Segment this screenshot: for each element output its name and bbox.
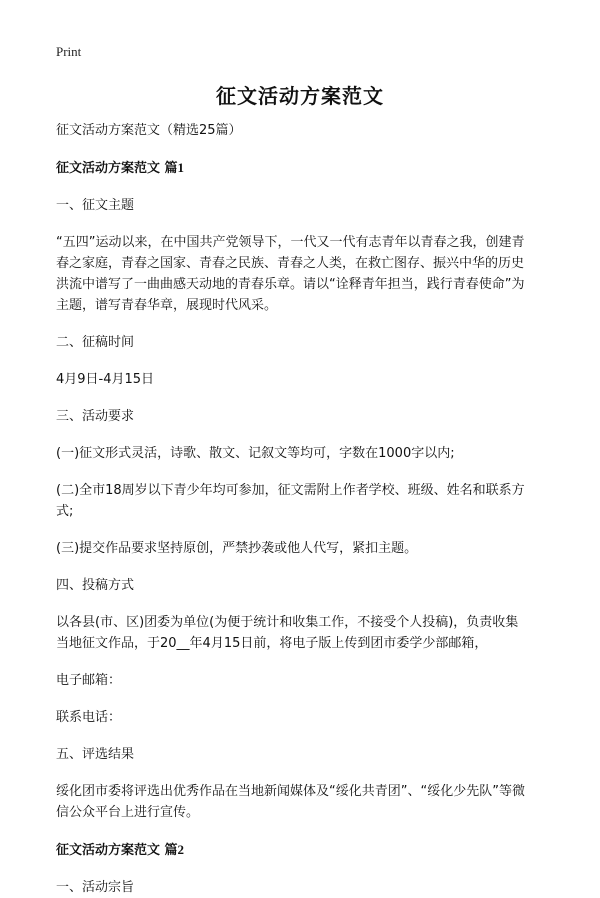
article-2-heading-text: 征文活动方案范文 xyxy=(56,843,165,858)
requirement-1: (一)征文形式灵活，诗歌、散文、记叙文等均可，字数在1000字以内; xyxy=(56,446,455,461)
phone-label: 联系电话： xyxy=(56,710,122,725)
article-2-heading-suffix: 篇2 xyxy=(164,842,185,857)
section-1-body xyxy=(56,232,544,316)
section-4-line: 当地征文作品，于20__年4月15日前，将电子版上传到团市委学少部邮箱， xyxy=(56,636,488,651)
section-4-title: 四、投稿方式 xyxy=(56,578,135,593)
section-4-body xyxy=(56,612,544,654)
section-5-line: 信公众平台上进行宣传。 xyxy=(56,805,200,820)
article-2-section-1-title: 一、活动宗旨 xyxy=(56,880,135,895)
document-body xyxy=(56,120,544,898)
requirement-2 xyxy=(56,480,544,522)
print-link[interactable]: Print xyxy=(56,44,82,59)
section-3-title: 三、活动要求 xyxy=(56,409,135,424)
section-5-title: 五、评选结果 xyxy=(56,747,135,762)
article-1-heading-text: 征文活动方案范文 xyxy=(56,161,165,176)
section-1-line: “五四”运动以来，在中国共产党领导下，一代又一代有志青年以青春之我，创建青 xyxy=(56,235,525,250)
section-4-line: 以各县(市、区)团委为单位(为便于统计和收集工作，不接受个人投稿)，负责收集 xyxy=(56,615,519,630)
section-1-title: 一、征文主题 xyxy=(56,198,135,213)
document-subtitle: 征文活动方案范文（精选25篇） xyxy=(56,123,242,138)
section-5-line: 绥化团市委将评选出优秀作品在当地新闻媒体及“绥化共青团”、“绥化少先队”等微 xyxy=(56,784,525,799)
section-2-title: 二、征稿时间 xyxy=(56,335,135,350)
article-1-heading-suffix: 篇1 xyxy=(164,160,185,175)
section-5-body xyxy=(56,781,544,823)
article-1-heading xyxy=(56,157,544,179)
section-1-line: 洪流中谱写了一曲曲感天动地的青春乐章。请以“诠释青年担当，践行青春使命”为 xyxy=(56,277,525,292)
section-1-line: 主题，谱写青春华章，展现时代风采。 xyxy=(56,298,278,313)
article-2-heading xyxy=(56,839,544,861)
requirement-3: (三)提交作品要求坚持原创，严禁抄袭或他人代写，紧扣主题。 xyxy=(56,541,418,556)
section-1-line: 春之家庭，青春之国家、青春之民族、青春之人类，在救亡图存、振兴中华的历史 xyxy=(56,256,525,271)
requirement-2-line: (二)全市18周岁以下青少年均可参加，征文需附上作者学校、班级、姓名和联系方 xyxy=(56,483,525,498)
page-title: 征文活动方案范文 xyxy=(216,84,384,108)
email-label: 电子邮箱： xyxy=(56,673,122,688)
section-2-body: 4月9日-4月15日 xyxy=(56,372,155,387)
requirement-2-line: 式; xyxy=(56,504,74,519)
